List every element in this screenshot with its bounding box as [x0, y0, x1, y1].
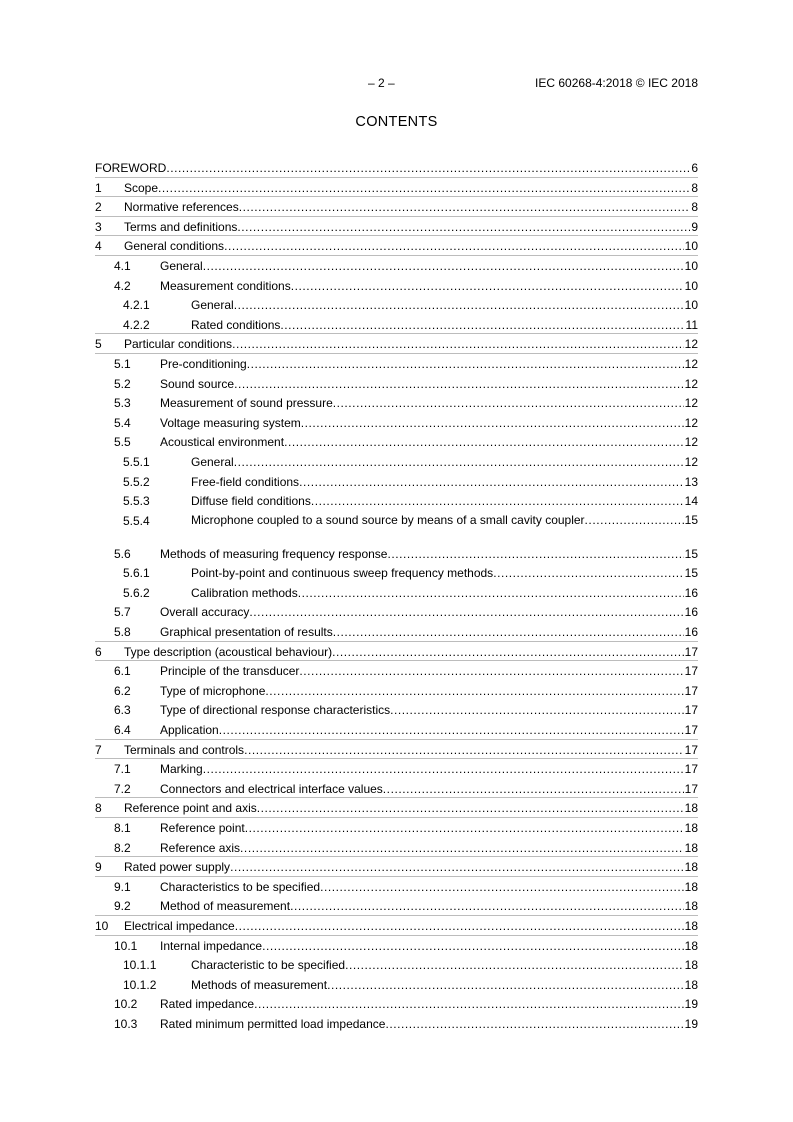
toc-entry-title: General [191, 298, 234, 313]
toc-entry-page: 16 [684, 585, 698, 600]
toc-entry-title: Acoustical environment [160, 435, 285, 450]
toc-entry[interactable] [95, 277, 698, 297]
toc-entry[interactable] [95, 179, 698, 199]
toc-entry-title: Connectors and electrical interface values [160, 781, 383, 796]
toc-entry[interactable] [95, 662, 698, 682]
toc-entry-page: 19 [684, 997, 698, 1012]
toc-entry[interactable] [95, 780, 698, 800]
toc-entry-page: 12 [684, 435, 698, 450]
dot-leader [249, 605, 683, 619]
toc-entry-number: 6 [95, 644, 102, 659]
dot-leader [298, 586, 684, 600]
toc-entry-number: 6.2 [114, 683, 131, 698]
toc-entry-page: 19 [684, 1016, 698, 1031]
toc-entry-number: 6.1 [114, 664, 131, 679]
toc-entry-page: 18 [684, 801, 698, 816]
toc-entry-title: Reference point [160, 821, 245, 835]
toc-entry-page: 18 [684, 879, 698, 894]
toc-entry[interactable] [95, 741, 698, 761]
toc-entry-number: 5.6.2 [123, 585, 150, 600]
toc-entry-page: 12 [684, 415, 698, 430]
toc-entry-page: 12 [684, 337, 698, 352]
toc-entry-number: 5.5.3 [123, 494, 150, 509]
dot-leader [284, 435, 684, 449]
toc-entry-page: 12 [684, 356, 698, 371]
toc-entry-number: 5.2 [114, 376, 131, 391]
toc-entry-page: 17 [684, 723, 698, 738]
toc-entry-number: 3 [95, 219, 102, 234]
toc-entry-number: 10.2 [114, 997, 138, 1012]
toc-entry-number: 7.2 [114, 781, 131, 796]
toc-entry[interactable] [95, 375, 698, 395]
toc-entry[interactable] [95, 917, 698, 937]
toc-entry-title: Terms and definitions [124, 219, 238, 234]
dot-leader [232, 337, 684, 351]
toc-entry-page: 8 [691, 180, 698, 195]
toc-entry-title: Free-field conditions [191, 474, 300, 489]
dot-leader [262, 939, 684, 953]
dot-leader [240, 841, 684, 855]
toc-entry-page: 16 [684, 605, 698, 620]
toc-entry-title: Graphical presentation of results [160, 625, 333, 640]
toc-entry[interactable] [95, 564, 698, 584]
toc-entry-title: Marking [160, 762, 203, 777]
toc-entry-number: 9 [95, 860, 102, 875]
toc-entry-title: Methods of measurement [191, 977, 328, 992]
toc-entry[interactable] [95, 623, 698, 643]
toc-entry[interactable] [95, 433, 698, 453]
toc-entry-page: 18 [684, 840, 698, 855]
toc-entry-number: 8 [95, 801, 102, 816]
toc-entry-title: Electrical impedance [124, 918, 235, 933]
toc-entry-page: 18 [684, 938, 698, 953]
toc-entry-number: 10.1.2 [123, 977, 157, 992]
toc-entry-page: 18 [684, 860, 698, 875]
toc-entry-page: 8 [691, 200, 698, 215]
toc-entry-title: Methods of measuring frequency response [160, 546, 388, 561]
toc-entry-number: 5.6.1 [123, 566, 150, 581]
page-title: CONTENTS [355, 114, 438, 130]
toc-entry[interactable] [95, 492, 698, 512]
toc-entry[interactable] [95, 682, 698, 702]
toc-entry-title: General [160, 258, 203, 273]
toc-entry-number: 10 [95, 918, 109, 933]
toc-entry-page: 18 [684, 821, 698, 835]
toc-entry-title: Internal impedance [160, 938, 263, 953]
dot-leader [203, 762, 684, 776]
toc-entry-page: 18 [684, 918, 698, 933]
toc-entry-title: Type description (acoustical behaviour) [124, 644, 333, 659]
toc-entry[interactable] [95, 257, 698, 277]
toc-entry-title: Characteristic to be specified [191, 958, 346, 973]
dot-leader [234, 377, 684, 391]
dot-leader [299, 475, 684, 489]
toc-entry-number: 9.1 [114, 879, 131, 894]
toc-entry-number: 1 [95, 180, 102, 195]
dot-leader [385, 1017, 683, 1031]
toc-entry-title: Reference axis [160, 840, 241, 855]
toc-entry-number: 7 [95, 742, 102, 757]
toc-entry[interactable] [95, 218, 698, 238]
toc-entry-title: Microphone coupled to a sound source by means of a small cavity coupler [191, 512, 585, 527]
toc-entry-page: 10 [684, 258, 698, 273]
dot-leader [257, 801, 684, 815]
table-of-contents [95, 159, 698, 1035]
toc-entry-number: 2 [95, 200, 102, 215]
toc-entry[interactable] [95, 473, 698, 493]
toc-entry-page: 16 [684, 625, 698, 640]
dot-leader [239, 200, 691, 214]
dot-leader [311, 494, 684, 508]
toc-entry-number: 5.6 [114, 546, 131, 561]
toc-entry[interactable] [95, 721, 698, 741]
toc-entry-number: 5.7 [114, 605, 131, 620]
toc-entry[interactable] [95, 545, 698, 565]
toc-entry-title: Principle of the transducer [160, 664, 300, 679]
toc-entry-page: 6 [691, 161, 698, 175]
toc-entry-page: 15 [684, 566, 698, 581]
toc-entry-page: 17 [684, 703, 698, 718]
toc-entry[interactable] [95, 995, 698, 1015]
dot-leader [219, 723, 684, 737]
dot-leader [333, 625, 684, 639]
toc-entry[interactable] [95, 937, 698, 957]
toc-entry-number: 4.2.1 [123, 298, 150, 313]
dot-leader [333, 396, 684, 410]
toc-entry[interactable] [95, 897, 698, 917]
toc-entry-title: Point-by-point and continuous sweep frequency methods [191, 566, 494, 581]
toc-entry[interactable] [95, 839, 698, 859]
toc-entry-title: Measurement of sound pressure [160, 396, 333, 411]
dot-leader [265, 684, 683, 698]
toc-entry[interactable] [95, 512, 698, 545]
toc-entry[interactable] [95, 878, 698, 898]
dot-leader [234, 298, 684, 312]
toc-entry-page: 18 [684, 899, 698, 914]
toc-entry-number: 5.5.1 [123, 454, 150, 469]
toc-entry-title: Pre-conditioning [160, 356, 247, 371]
toc-entry[interactable] [95, 976, 698, 996]
toc-entry-page: 18 [684, 977, 698, 992]
toc-entry-page: 12 [684, 454, 698, 469]
toc-entry[interactable] [95, 414, 698, 434]
toc-entry-number: 8.2 [114, 840, 131, 855]
toc-entry-number: 10.1.1 [123, 958, 157, 973]
dot-leader [299, 664, 683, 678]
toc-entry-title: Rated minimum permitted load impedance [160, 1016, 386, 1031]
toc-entry[interactable] [95, 1015, 698, 1035]
toc-entry-page: 17 [684, 762, 698, 777]
toc-entry-page: 10 [684, 298, 698, 313]
toc-entry-page: 9 [691, 219, 698, 234]
toc-entry-page: 15 [684, 546, 698, 561]
toc-entry-page: 18 [684, 958, 698, 973]
toc-entry-number: 5 [95, 337, 102, 352]
toc-entry-title: Terminals and controls [124, 742, 245, 757]
toc-entry-title: Rated power supply [124, 860, 231, 875]
toc-entry-title: Scope [124, 180, 159, 195]
toc-entry-title: Sound source [160, 376, 235, 391]
toc-entry-title: Characteristics to be specified [160, 879, 321, 894]
toc-entry-number: 9.2 [114, 899, 131, 914]
document-id: IEC 60268-4:2018 © IEC 2018 [535, 76, 698, 90]
toc-entry-title: Type of microphone [160, 683, 266, 698]
toc-entry[interactable] [95, 956, 698, 976]
dot-leader [244, 743, 684, 757]
toc-entry-number: 5.1 [114, 356, 131, 371]
dot-leader [235, 919, 684, 933]
dot-leader [290, 899, 684, 913]
toc-entry-title: Rated conditions [191, 317, 281, 332]
toc-entry[interactable] [95, 760, 698, 780]
toc-entry-number: 6.4 [114, 723, 131, 738]
toc-entry-page: 17 [684, 742, 698, 757]
toc-entry-number: 5.3 [114, 396, 131, 411]
toc-entry-page: 14 [684, 494, 698, 509]
dot-leader [230, 860, 684, 874]
dot-leader [387, 547, 683, 561]
page-number: – 2 – [368, 76, 395, 90]
dot-leader [234, 455, 684, 469]
toc-entry-title: Measurement conditions [160, 278, 291, 293]
toc-entry-title: Voltage measuring system [160, 415, 301, 430]
dot-leader [280, 318, 684, 332]
toc-entry-title: Particular conditions [124, 337, 233, 352]
dot-leader [291, 279, 684, 293]
toc-entry-page: 17 [684, 664, 698, 679]
toc-entry[interactable] [95, 453, 698, 473]
toc-entry-page: 12 [684, 396, 698, 411]
toc-entry-title: General [191, 454, 234, 469]
toc-entry-number: 8.1 [114, 821, 131, 835]
dot-leader [245, 821, 684, 835]
toc-entry[interactable] [95, 858, 698, 878]
toc-entry-page: 13 [684, 474, 698, 489]
toc-entry-number: 5.5.2 [123, 474, 150, 489]
dot-leader [224, 239, 684, 253]
dot-leader [166, 161, 690, 175]
dot-leader [345, 958, 684, 972]
dot-leader [493, 566, 683, 580]
dot-leader [247, 357, 684, 371]
toc-entry[interactable] [95, 799, 698, 819]
toc-entry-title: Method of measurement [160, 899, 291, 914]
toc-entry[interactable] [95, 198, 698, 218]
toc-entry[interactable] [95, 819, 698, 839]
toc-entry-title: Rated impedance [160, 997, 255, 1012]
toc-entry-number: 7.1 [114, 762, 131, 777]
toc-entry[interactable] [95, 316, 698, 336]
dot-leader [327, 978, 684, 992]
toc-entry-page: 15 [684, 512, 698, 527]
toc-entry-number: 10.1 [114, 938, 138, 953]
toc-entry-number: 5.5 [114, 435, 131, 450]
toc-entry[interactable] [95, 643, 698, 663]
dot-leader [301, 416, 684, 430]
toc-entry-number: 5.4 [114, 415, 131, 430]
toc-entry-title: Calibration methods [191, 585, 298, 600]
dot-leader [254, 997, 684, 1011]
toc-entry-number: 5.8 [114, 625, 131, 640]
toc-entry-title: FOREWORD [95, 161, 167, 175]
toc-entry[interactable] [95, 603, 698, 623]
toc-entry[interactable] [95, 394, 698, 414]
toc-entry-title: Overall accuracy [160, 605, 250, 620]
toc-entry-page: 17 [684, 781, 698, 796]
dot-leader [390, 703, 684, 717]
toc-entry[interactable] [95, 237, 698, 257]
toc-entry[interactable] [95, 355, 698, 375]
toc-entry-title: Normative references [124, 200, 239, 215]
toc-entry-number: 10.3 [114, 1016, 138, 1031]
dot-leader [203, 259, 684, 273]
toc-entry-page: 10 [684, 239, 698, 254]
dot-leader [320, 880, 684, 894]
toc-entry-title: Application [160, 723, 219, 738]
dot-leader [237, 220, 690, 234]
dot-leader [383, 782, 684, 796]
toc-entry-title: Reference point and axis [124, 801, 257, 816]
dot-leader [332, 645, 684, 659]
toc-entry-page: 17 [684, 644, 698, 659]
toc-entry-number: 5.5.4 [123, 513, 150, 528]
toc-entry[interactable] [95, 159, 698, 179]
toc-entry-number: 6.3 [114, 703, 131, 718]
toc-entry[interactable] [95, 335, 698, 355]
toc-entry[interactable] [95, 296, 698, 316]
toc-entry-number: 4.2.2 [123, 317, 150, 332]
toc-entry-number: 4.2 [114, 278, 131, 293]
toc-entry-title: Type of directional response characteristics [160, 703, 391, 718]
toc-entry-number: 4 [95, 239, 102, 254]
toc-entry[interactable] [95, 584, 698, 604]
toc-entry-page: 12 [684, 376, 698, 391]
toc-entry-page: 10 [684, 278, 698, 293]
dot-leader [585, 513, 684, 527]
toc-entry[interactable] [95, 701, 698, 721]
dot-leader [158, 181, 690, 195]
toc-entry-title: General conditions [124, 239, 225, 254]
toc-entry-page: 17 [684, 683, 698, 698]
toc-entry-title: Diffuse field conditions [191, 494, 311, 509]
toc-entry-number: 4.1 [114, 258, 131, 273]
toc-entry-page: 11 [685, 317, 698, 332]
